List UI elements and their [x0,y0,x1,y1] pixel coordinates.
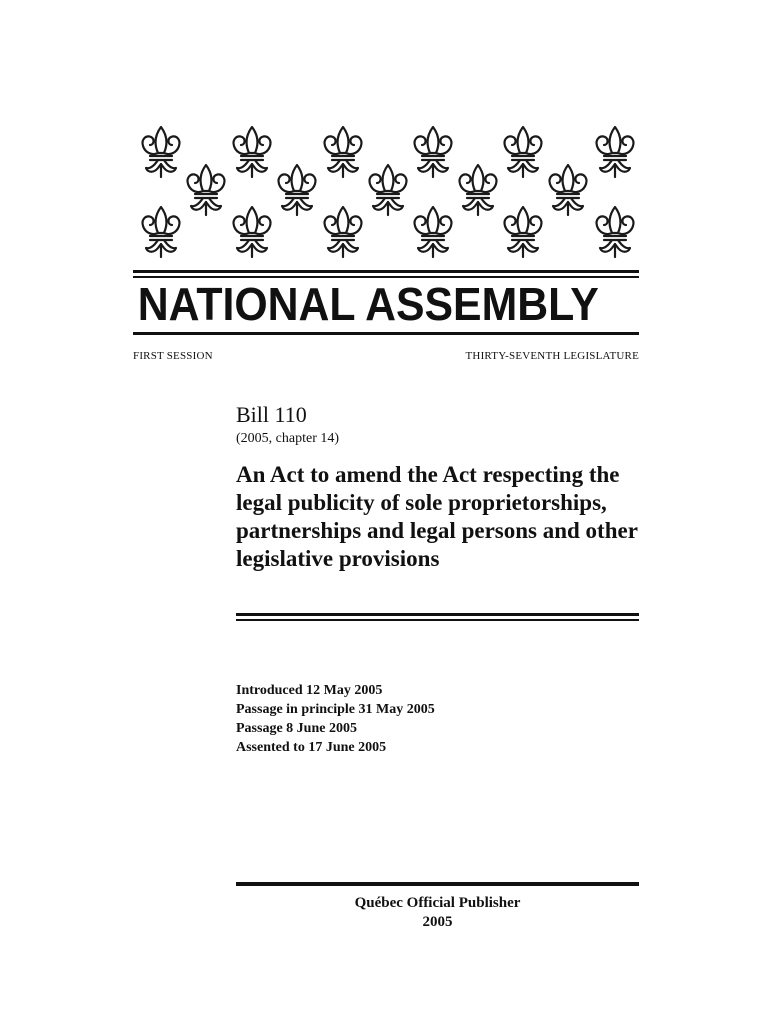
publisher-rule [236,882,639,886]
legislative-stages [236,681,435,757]
bill-number: Bill 110 [236,402,307,427]
fleur-de-lis-icon [274,162,320,218]
publisher-block [236,894,639,932]
divider-rule [236,613,639,616]
stage-passage-in-principle: Passage in principle 31 May 2005 [236,702,435,717]
bill-chapter: (2005, chapter 14) [236,431,340,446]
bill-title: An Act to amend the Act respecting the legal publicity of sole proprietorships, partnerships and legal persons and other legislative provisions [236,462,638,571]
assembly-name: NATIONAL ASSEMBLY [137,278,599,330]
fleur-de-lis-icon [592,124,638,180]
fleur-de-lis-icon [229,204,275,260]
fleur-de-lis-icon [500,204,546,260]
fleur-de-lis-icon [138,204,184,260]
fleur-de-lis-icon [229,124,275,180]
fleur-de-lis-icon [410,124,456,180]
masthead-rule-top [133,270,639,273]
fleur-de-lis-icon [365,162,411,218]
legislature-label: THIRTY-SEVENTH LEGISLATURE [465,350,639,362]
masthead-rule-bottom [133,332,639,335]
session-label: FIRST SESSION [133,350,213,362]
fleur-de-lis-icon [410,204,456,260]
publisher-name: Québec Official Publisher [354,895,521,911]
fleur-de-lis-icon [592,204,638,260]
stage-introduced: Introduced 12 May 2005 [236,683,383,698]
publisher-year: 2005 [422,914,453,930]
stage-assented: Assented to 17 June 2005 [236,740,387,755]
fleur-de-lis-icon [138,124,184,180]
divider-rule-thin [236,619,639,621]
fleur-de-lis-icon [183,162,229,218]
fleur-de-lis-pattern [0,0,770,270]
fleur-de-lis-icon [455,162,501,218]
fleur-de-lis-icon [320,124,366,180]
fleur-de-lis-icon [500,124,546,180]
fleur-de-lis-icon [320,204,366,260]
stage-passage: Passage 8 June 2005 [236,721,357,736]
fleur-de-lis-icon [545,162,591,218]
